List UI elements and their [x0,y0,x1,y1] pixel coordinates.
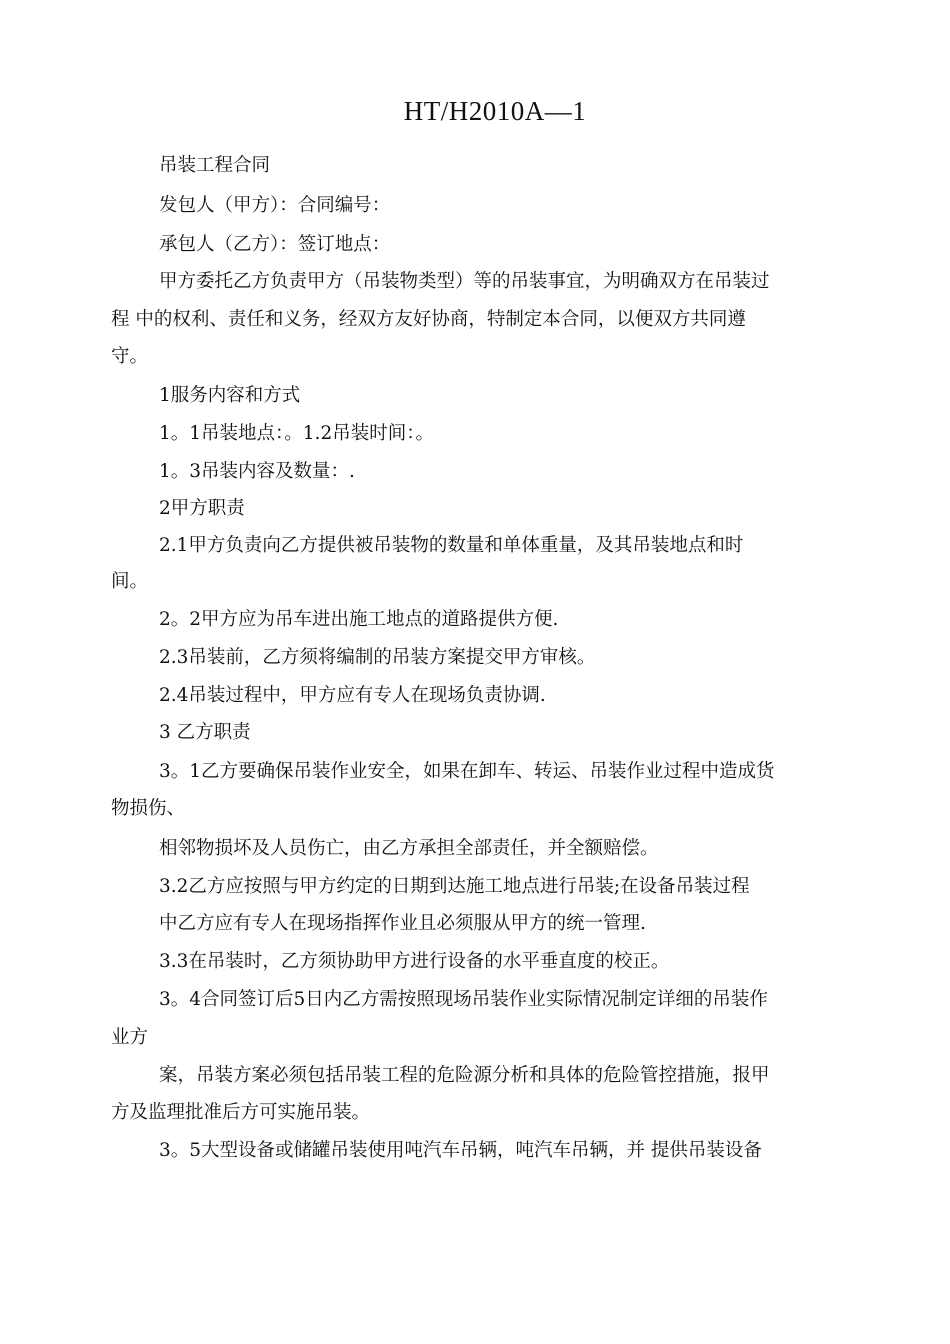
party-a-line: 发包人（甲方）：合同编号： [159,195,391,216]
clause-2-1-line-1: 2.1甲方负责向乙方提供被吊装物的数量和单体重量，及其吊装地点和时 [159,535,744,556]
clause-1-3: 1。3吊装内容及数量：. [159,461,355,482]
preamble-line-2: 程 中的权利、责任和义务，经双方友好协商，特制定本合同，以便双方共同遵 [111,309,746,330]
preamble-line-3: 守。 [111,346,149,367]
section-2-heading: 2甲方职责 [159,498,245,519]
clause-3-4-line-2: 业方 [111,1027,149,1048]
clause-3-5: 3。5大型设备或储罐吊装使用吨汽车吊辆，吨汽车吊辆，并 提供吊装设备 [159,1140,762,1161]
clause-2-3: 2.3吊装前，乙方须将编制的吊装方案提交甲方审核。 [159,647,596,668]
clause-3-2-line-1: 3.2乙方应按照与甲方约定的日期到达施工地点进行吊装;在设备吊装过程 [159,876,750,897]
clause-3-4-line-1: 3。4合同签订后5日内乙方需按照现场吊装作业实际情况制定详细的吊装作 [159,989,768,1010]
clause-3-1-line-3: 相邻物损坏及人员伤亡，由乙方承担全部责任，并全额赔偿。 [159,838,659,859]
clause-3-4-line-4: 方及监理批准后方可实施吊装。 [111,1102,371,1123]
clause-2-1-line-2: 间。 [111,571,149,592]
contract-title: 吊装工程合同 [159,155,271,176]
section-1-heading: 1服务内容和方式 [159,385,301,406]
clause-3-4-line-3: 案，吊装方案必须包括吊装工程的危险源分析和具体的危险管控措施，报甲 [159,1065,770,1086]
clause-3-1-line-2: 物损伤、 [111,798,186,819]
clause-1-1: 1。1吊装地点：。1.2吊装时间：。 [159,423,434,444]
party-b-line: 承包人（乙方）：签订地点： [159,234,391,255]
preamble-line-1: 甲方委托乙方负责甲方（吊装物类型）等的吊装事宜，为明确双方在吊装过 [159,271,770,292]
clause-2-2: 2。2甲方应为吊车进出施工地点的道路提供方便. [159,609,559,630]
section-3-heading: 3 乙方职责 [159,722,251,743]
clause-3-1-line-1: 3。1乙方要确保吊装作业安全，如果在卸车、转运、吊装作业过程中造成货 [159,761,775,782]
clause-2-4: 2.4吊装过程中，甲方应有专人在现场负责协调. [159,685,546,706]
clause-3-3: 3.3在吊装时，乙方须协助甲方进行设备的水平垂直度的校正。 [159,951,670,972]
document-code: HT/H2010A—1 [403,96,587,126]
clause-3-2-line-2: 中乙方应有专人在现场指挥作业且必须服从甲方的统一管理. [159,913,646,934]
